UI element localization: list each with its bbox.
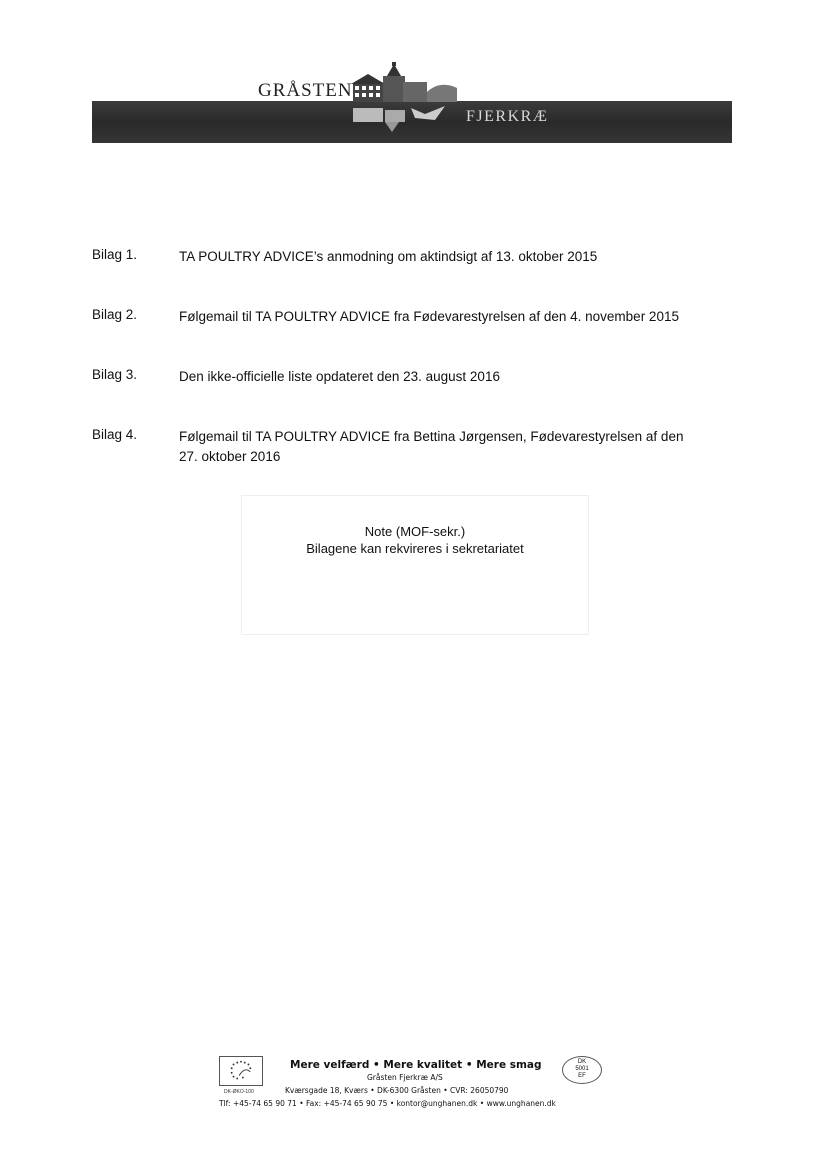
dk-control-badge <box>562 1056 602 1084</box>
footer-contact: Tlf: +45-74 65 90 71 • Fax: +45-74 65 90 75 • kontor@unghanen.dk • www.unghanen.dk <box>219 1099 556 1108</box>
bilag-label: Bilag 1. <box>92 247 138 262</box>
bilag-label: Bilag 2. <box>92 307 138 322</box>
eco-caption: DK-ØKO-100 <box>224 1089 254 1095</box>
bilag-label: Bilag 3. <box>92 367 138 382</box>
footer-tagline: Mere velfærd • Mere kvalitet • Mere smag <box>290 1059 542 1071</box>
bilag-text: Den ikke-officielle liste opdateret den 23. august 2016 <box>179 369 500 384</box>
logo-wordmark-band: FJERKRÆ <box>466 108 549 125</box>
footer-company: Gråsten Fjerkræ A/S <box>367 1073 443 1082</box>
note-box <box>241 495 589 635</box>
dk-badge-line: EF <box>578 1073 586 1079</box>
note-body: Bilagene kan rekvireres i sekretariatet <box>306 541 524 556</box>
dk-badge-line: 5001 <box>575 1066 589 1072</box>
bilag-text: Følgemail til TA POULTRY ADVICE fra Bettina Jørgensen, Fødevarestyrelsen af den 27. oktober 2016 <box>179 429 684 464</box>
logo-wordmark-top: GRÅSTEN <box>258 80 353 101</box>
note-title: Note (MOF-sekr.) <box>364 524 466 539</box>
eu-organic-leaf-icon <box>219 1056 263 1086</box>
bilag-text: Følgemail til TA POULTRY ADVICE fra Fødevarestyrelsen af den 4. november 2015 <box>179 309 679 324</box>
dk-badge-line: DK <box>577 1059 587 1065</box>
bilag-text: TA POULTRY ADVICE’s anmodning om aktindsigt af 13. oktober 2015 <box>179 249 598 264</box>
bilag-label: Bilag 4. <box>92 427 138 442</box>
footer-address: Kværsgade 18, Kværs • DK-6300 Gråsten • CVR: 26050790 <box>285 1086 509 1095</box>
castle-logo-icon <box>345 62 465 146</box>
